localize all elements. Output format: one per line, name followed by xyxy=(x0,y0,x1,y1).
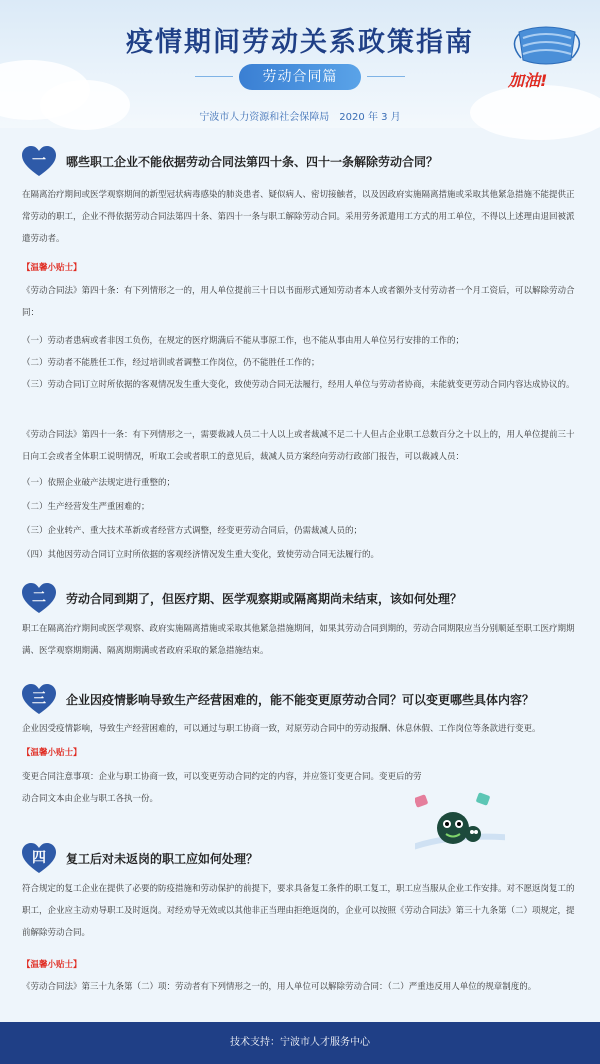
section-question: 复工后对未返岗的职工应如何处理？ xyxy=(66,852,259,866)
s2-paragraph: 职工在隔离治疗期间或医学观察、政府实施隔离措施或采取其他紧急措施期间，如果其劳动合同到期的，劳动合同期限应当分别顺延至职工医疗期期满、医学观察期期满、隔离期期满或者政府采取的紧急措施结束。 xyxy=(22,624,575,656)
list-item: （二）生产经营发生严重困难的； xyxy=(22,502,150,512)
section-question: 哪些职工企业不能依据劳动合同法第四十条、四十一条解除劳动合同？ xyxy=(66,155,439,169)
s1-article40: 《劳动合同法》第四十条：有下列情形之一的，用人单位提前三十日以书面形式通知劳动者本人或者额外支付劳动者一个月工资后，可以解除劳动合同： xyxy=(22,286,575,318)
section-2-heading xyxy=(22,583,582,615)
page-subtitle: 劳动合同篇 xyxy=(239,64,361,90)
section-number: 二 xyxy=(32,590,46,606)
section-1-heading xyxy=(22,146,582,178)
list-item: （四）其他因劳动合同订立时所依据的客观经济情况发生重大变化，致使劳动合同无法履行的。 xyxy=(22,550,380,560)
s3-paragraph: 企业因受疫情影响，导致生产经营困难的，可以通过与职工协商一致，对原劳动合同中的劳动报酬、休息休假、工作岗位等条款进行变更。 xyxy=(22,724,541,734)
issuer-line: 宁波市人力资源和社会保障局 2020 年 3 月 xyxy=(199,112,401,123)
tip-label: 【温馨小贴士】 xyxy=(22,960,82,970)
s4-paragraph: 符合规定的复工企业在提供了必要的防疫措施和劳动保护的前提下，要求具备复工条件的职工复工，职工应当服从企业工作安排。对不愿返岗复工的职工，企业应主动劝导职工及时返岗。对经劝导无效或以其他非正当理由拒绝返岗的，企业可以按照《劳动合同法》第三十九条第（二）项规定，提前解除劳动合同。 xyxy=(22,884,575,938)
footer: 技术支持：宁波市人才服务中心 xyxy=(0,1022,600,1064)
s1-article41: 《劳动合同法》第四十一条：有下列情形之一，需要裁减人员二十人以上或者裁减不足二十人但占企业职工总数百分之十以上的，用人单位提前三十日向工会或者全体职工说明情况，听取工会或者职工的意见后，裁减人员方案经向劳动行政部门报告，可以裁减人员： xyxy=(22,430,575,462)
cheer-badge: 加油! xyxy=(508,71,548,90)
s3-note: 变更合同注意事项：企业与职工协商一致，可以变更劳动合同约定的内容，并应签订变更合同。变更后的劳动合同文本由企业与职工各执一份。 xyxy=(22,772,422,804)
list-item: （三）劳动合同订立时所依据的客观情况发生重大变化，致使劳动合同无法履行，经用人单位与劳动者协商，未能就变更劳动合同内容达成协议的。 xyxy=(22,380,575,390)
header xyxy=(0,0,600,128)
section-number: 一 xyxy=(32,153,46,169)
s4-note: 《劳动合同法》第三十九条第（二）项：劳动者有下列情形之一的，用人单位可以解除劳动合同：（二）严重违反用人单位的规章制度的。 xyxy=(22,982,537,992)
tip-label: 【温馨小贴士】 xyxy=(22,263,82,273)
section-4-heading xyxy=(22,843,582,875)
s1-paragraph: 在隔离治疗期间或医学观察期间的新型冠状病毒感染的肺炎患者、疑似病人、密切接触者，以及因政府实施隔离措施或采取其他紧急措施不能提供正常劳动的职工，企业不得依据劳动合同法第四十条、第四十一条与职工解除劳动合同。采用劳务派遣用工方式的用工单位，不得以上述理由退回被派遣劳动者。 xyxy=(22,190,575,244)
section-number: 三 xyxy=(32,691,46,707)
page-title: 疫情期间劳动关系政策指南 xyxy=(126,27,474,58)
list-item: （一）依照企业破产法规定进行重整的； xyxy=(22,478,176,488)
section-question: 劳动合同到期了，但医疗期、医学观察期或隔离期尚未结束，该如何处理？ xyxy=(66,592,463,606)
list-item: （三）企业转产、重大技术革新或者经营方式调整，经变更劳动合同后，仍需裁减人员的； xyxy=(22,526,363,536)
list-item: （一）劳动者患病或者非因工负伤，在规定的医疗期满后不能从事原工作，也不能从事由用人单位另行安排的工作的； xyxy=(22,336,465,346)
tip-label: 【温馨小贴士】 xyxy=(22,748,82,758)
section-number: 四 xyxy=(32,850,46,866)
section-3-heading xyxy=(22,684,582,716)
section-question: 企业因疫情影响导致生产经营困难的，能不能变更原劳动合同？可以变更哪些具体内容？ xyxy=(66,693,535,707)
list-item: （二）劳动者不能胜任工作，经过培训或者调整工作岗位，仍不能胜任工作的； xyxy=(22,358,320,368)
